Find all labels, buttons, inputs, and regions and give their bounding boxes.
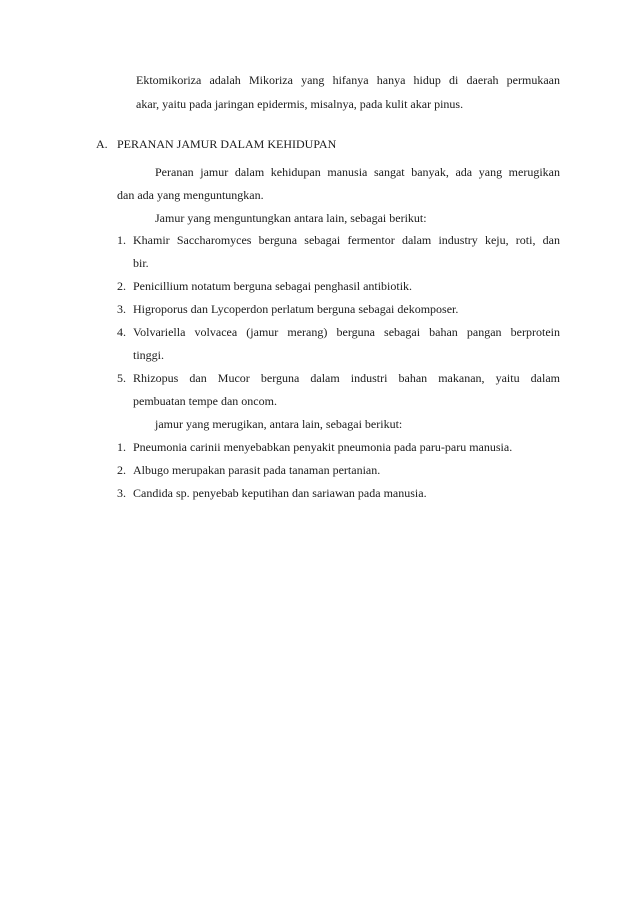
section-heading: PERANAN JAMUR DALAM KEHIDUPAN [117,137,337,151]
intro-line-2: akar, yaitu pada jaringan epidermis, misalnya, pada kulit akar pinus. [136,97,464,111]
list-item-number: 5. [117,371,126,385]
section-marker: A. [96,137,108,151]
list-item-text: Penicillium notatum berguna sebagai penghasil antibiotik. [133,279,413,293]
list-item-text: Rhizopus dan Mucor berguna dalam industri bahan makanan, yaitu dalam [133,371,560,385]
list-item-text: Khamir Saccharomyces berguna sebagai fermentor dalam industry keju, roti, dan [133,233,560,247]
list-item-number: 2. [117,279,126,293]
list-item-text-continued: tinggi. [133,348,165,362]
harmful-intro: jamur yang merugikan, antara lain, sebagai berikut: [155,417,403,431]
para1-line-1: Peranan jamur dalam kehidupan manusia sangat banyak, ada yang merugikan [155,165,560,179]
list-item-number: 2. [117,463,126,477]
list-item-text: Albugo merupakan parasit pada tanaman pertanian. [133,463,381,477]
list-item-number: 4. [117,325,126,339]
list-item-text-continued: pembuatan tempe dan oncom. [133,394,277,408]
list-item-text-continued: bir. [133,256,149,270]
list-item-number: 1. [117,233,126,247]
list-item-text: Higroporus dan Lycoperdon perlatum berguna sebagai dekomposer. [133,302,459,316]
list-item-number: 1. [117,440,126,454]
beneficial-intro: Jamur yang menguntungkan antara lain, sebagai berikut: [155,211,427,225]
list-item-number: 3. [117,486,126,500]
intro-line-1: Ektomikoriza adalah Mikoriza yang hifanya hanya hidup di daerah permukaan [136,73,560,87]
list-item-text: Pneumonia carinii menyebabkan penyakit pneumonia pada paru-paru manusia. [133,440,513,454]
list-item-text: Candida sp. penyebab keputihan dan sariawan pada manusia. [133,486,427,500]
list-item-number: 3. [117,302,126,316]
para1-line-2: dan ada yang menguntungkan. [117,188,264,202]
list-item-text: Volvariella volvacea (jamur merang) berguna sebagai bahan pangan berprotein [133,325,560,339]
